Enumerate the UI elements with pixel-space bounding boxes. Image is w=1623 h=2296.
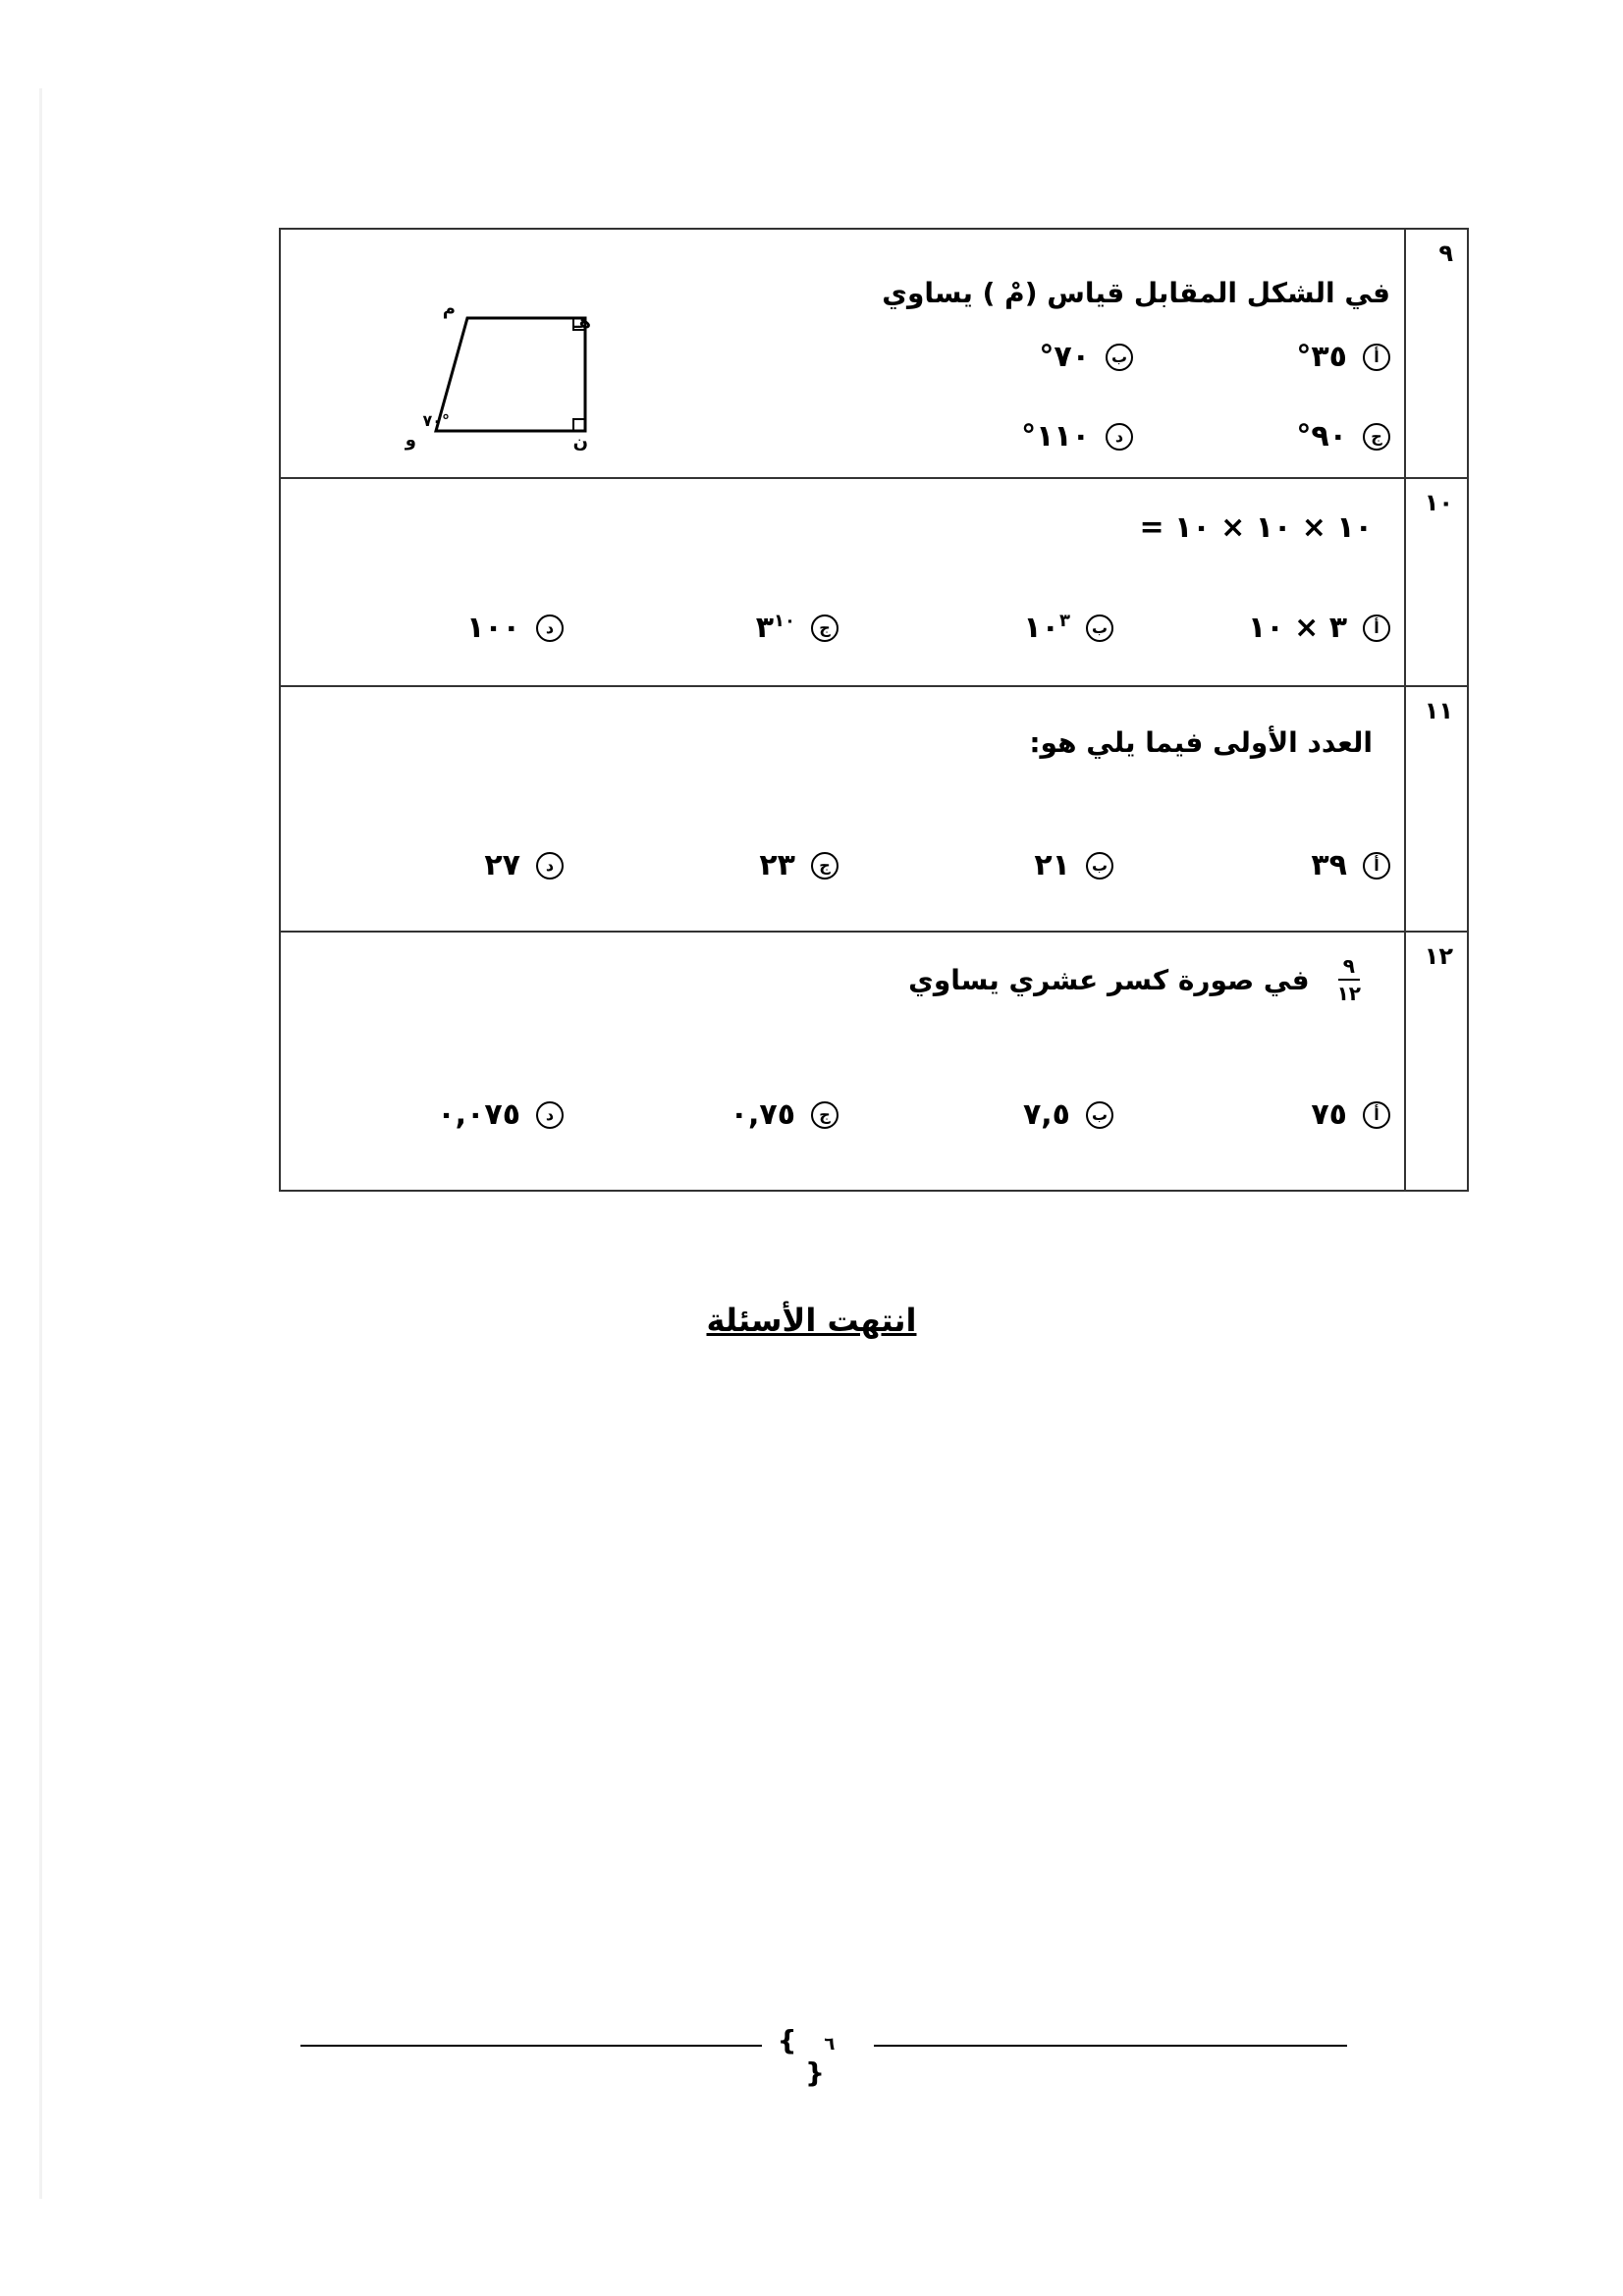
question-number: ١٢ (1424, 942, 1453, 970)
option-b (1034, 848, 1113, 882)
option-d (484, 848, 564, 882)
option-letter: د (536, 852, 564, 880)
option-value: ٩٠° (1296, 419, 1347, 454)
question-row (281, 230, 1467, 479)
fraction (1337, 956, 1361, 1003)
option-a (1296, 340, 1390, 374)
footer-line-left (300, 2045, 762, 2047)
question-text: ١٠ × ١٠ × ١٠ = (1139, 510, 1373, 545)
option-value: ٣ × ١٠ (1248, 611, 1347, 645)
option-value: ٣٩ (1311, 848, 1347, 882)
fraction-numerator: ٩ (1342, 954, 1355, 978)
fraction-bar (1338, 979, 1360, 981)
option-value: ٢٣ (759, 848, 795, 882)
vertex-label-m: م (442, 298, 456, 319)
option-value: ٧,٥ (1022, 1097, 1070, 1132)
question-number-cell (1404, 933, 1467, 1190)
bracket-right: } (805, 2056, 825, 2089)
option-letter: أ (1363, 614, 1390, 642)
option-base: ١٠ (1023, 611, 1059, 645)
option-letter: د (536, 614, 564, 642)
option-letter: د (536, 1101, 564, 1129)
question-text-label: في صورة كسر عشري يساوي (908, 963, 1310, 996)
questions-table (279, 228, 1469, 1192)
option-value: ٢٧ (484, 848, 520, 882)
option-letter: ج (811, 852, 839, 880)
option-d (437, 1097, 564, 1132)
question-row (281, 479, 1467, 687)
vertex-label-n: ن (572, 432, 588, 453)
option-b (1023, 611, 1113, 645)
scan-edge (39, 88, 42, 2199)
question-number-cell (1404, 230, 1467, 477)
option-letter: ب (1086, 852, 1113, 880)
option-letter: ج (811, 1101, 839, 1129)
option-value: ٠,٠٧٥ (437, 1097, 520, 1132)
option-letter: أ (1363, 344, 1390, 371)
option-c (759, 848, 839, 882)
option-exponent: ١٠ (774, 611, 795, 631)
question-row (281, 933, 1467, 1190)
option-base: ٣ (755, 611, 775, 645)
page-number (766, 2024, 864, 2089)
option-value: ١١٠° (1021, 419, 1090, 454)
option-value: ٧٠° (1039, 340, 1090, 374)
option-value: ٣٥° (1296, 340, 1347, 374)
option-value (756, 611, 795, 645)
footer-line-right (874, 2045, 1347, 2047)
option-letter: ب (1106, 344, 1133, 371)
option-value: ٧٥ (1311, 1097, 1347, 1132)
option-letter: ج (1363, 423, 1390, 451)
question-number-cell (1404, 687, 1467, 931)
option-a (1311, 1097, 1390, 1132)
option-letter: أ (1363, 1101, 1390, 1129)
page-number-value: ٦ (824, 2034, 836, 2055)
option-letter: د (1106, 423, 1133, 451)
vertex-label-h: هـ (572, 312, 591, 333)
option-letter: ج (811, 614, 839, 642)
question-number: ١١ (1424, 697, 1453, 724)
question-number-cell (1404, 479, 1467, 685)
question-number: ١٠ (1424, 489, 1453, 516)
bracket-left: { (777, 2024, 797, 2056)
fraction-denominator: ١٢ (1336, 982, 1361, 1005)
option-letter: أ (1363, 852, 1390, 880)
angle-label: °٧٠ (422, 411, 450, 430)
option-letter: ب (1086, 1101, 1113, 1129)
trapezoid-figure (405, 298, 605, 455)
question-text (908, 956, 1361, 1003)
option-c (756, 611, 839, 645)
option-c (1296, 419, 1390, 454)
option-value: ١٠٠ (466, 611, 520, 645)
option-c (730, 1097, 839, 1132)
option-b (1023, 1097, 1113, 1132)
option-exponent: ٣ (1059, 611, 1070, 631)
option-value: ٢١ (1034, 848, 1070, 882)
option-value: ٠,٧٥ (730, 1097, 795, 1132)
option-b (1039, 340, 1133, 374)
option-a (1248, 611, 1390, 645)
option-letter: ب (1086, 614, 1113, 642)
option-d (466, 611, 564, 645)
option-value (1023, 611, 1070, 645)
end-of-questions: انتهت الأسئلة (706, 1302, 917, 1339)
question-text: العدد الأولى فيما يلي هو: (1029, 726, 1373, 759)
option-d (1021, 419, 1133, 454)
question-text: في الشكل المقابل قياس (مْ ) يساوي (882, 277, 1390, 309)
option-a (1311, 848, 1390, 882)
vertex-label-w: و (405, 430, 416, 451)
question-number: ٩ (1438, 240, 1453, 267)
question-row (281, 687, 1467, 933)
